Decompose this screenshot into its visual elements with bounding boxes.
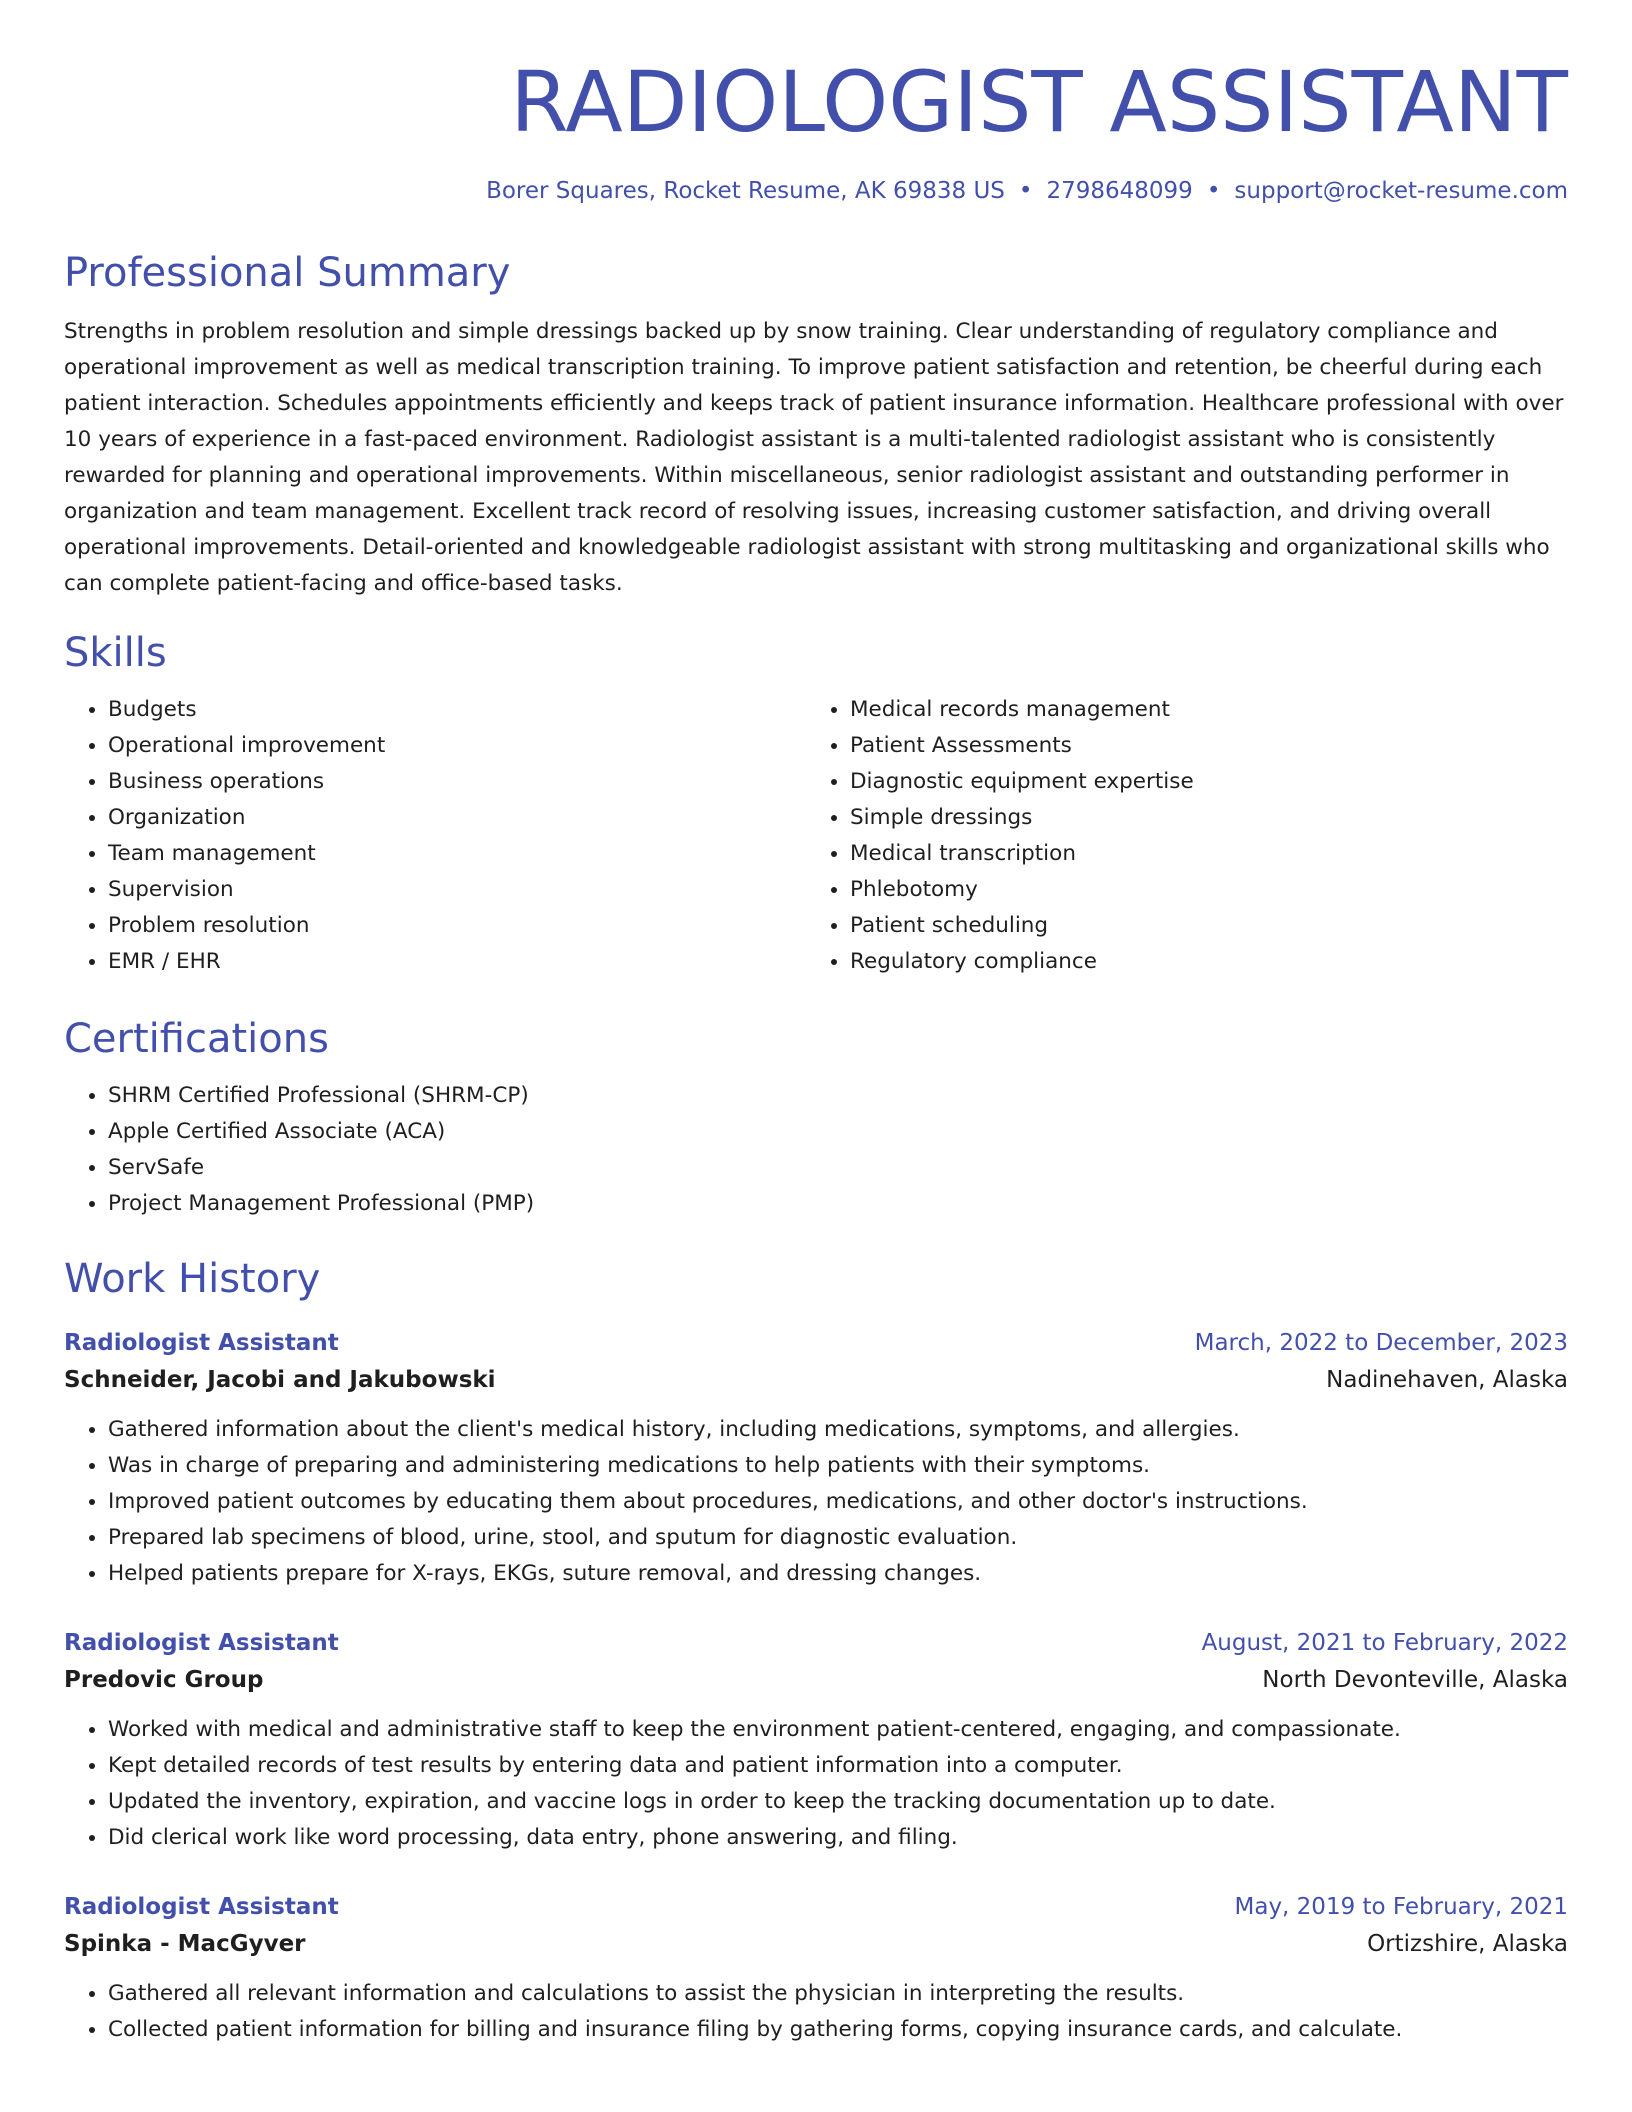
skills-heading: Skills — [64, 630, 167, 676]
skill-item: • Regulatory compliance — [850, 944, 1548, 980]
job-company-row — [64, 1360, 1568, 1400]
job-title: Radiologist Assistant — [64, 1330, 339, 1356]
job-header-row — [64, 1890, 1568, 1924]
skills-list-right — [806, 692, 1548, 980]
contact-address: Borer Squares, Rocket Resume, AK 69838 US — [486, 178, 1005, 204]
skill-item: • Simple dressings — [850, 800, 1548, 836]
job-dates: May, 2019 to February, 2021 — [1234, 1894, 1568, 1920]
skill-item: • Supervision — [108, 872, 806, 908]
job-bullet: • Kept detailed records of test results by entering data and patient information into a computer. — [108, 1748, 1568, 1784]
skill-item: • Problem resolution — [108, 908, 806, 944]
contact-phone: 2798648099 — [1046, 178, 1193, 204]
job-dates: August, 2021 to February, 2022 — [1201, 1630, 1568, 1656]
certification-item: • Apple Certified Associate (ACA) — [108, 1114, 1568, 1150]
job-location: Nadinehaven, Alaska — [1326, 1367, 1568, 1393]
job-header-row — [64, 1326, 1568, 1360]
skill-item: • Patient scheduling — [850, 908, 1548, 944]
resume-name: RADIOLOGIST ASSISTANT — [510, 53, 1568, 151]
job-title: Radiologist Assistant — [64, 1894, 339, 1920]
job-bullet: • Worked with medical and administrative staff to keep the environment patient-centered, engaging, and compassionate. — [108, 1712, 1568, 1748]
skill-item: • Team management — [108, 836, 806, 872]
skill-item: • Operational improvement — [108, 728, 806, 764]
job-bullet: • Updated the inventory, expiration, and vaccine logs in order to keep the tracking documentation up to date. — [108, 1784, 1568, 1820]
skill-item: • Diagnostic equipment expertise — [850, 764, 1548, 800]
certification-item: • Project Management Professional (PMP) — [108, 1186, 1568, 1222]
skill-item: • Medical records management — [850, 692, 1548, 728]
contact-email[interactable]: support@rocket-resume.com — [1234, 178, 1568, 204]
job-bullet: • Did clerical work like word processing, data entry, phone answering, and filing. — [108, 1820, 1568, 1856]
job-company: Spinka - MacGyver — [64, 1931, 306, 1957]
certification-item: • SHRM Certified Professional (SHRM-CP) — [108, 1078, 1568, 1114]
certifications-block — [64, 1078, 1568, 1222]
contact-separator: • — [1206, 178, 1221, 204]
job-company-row — [64, 1660, 1568, 1700]
job-bullet: • Gathered information about the client's medical history, including medications, symptoms, and allergies. — [108, 1412, 1568, 1448]
skill-item: • EMR / EHR — [108, 944, 806, 980]
skills-columns — [64, 692, 1568, 980]
job-company: Predovic Group — [64, 1667, 264, 1693]
job-bullet: • Prepared lab specimens of blood, urine, stool, and sputum for diagnostic evaluation. — [108, 1520, 1568, 1556]
certifications-heading: Certifications — [64, 1016, 329, 1062]
skill-item: • Medical transcription — [850, 836, 1548, 872]
job-bullet: • Was in charge of preparing and administering medications to help patients with their symptoms. — [108, 1448, 1568, 1484]
job-bullet: • Collected patient information for billing and insurance filing by gathering forms, copying insurance cards, and calculate. — [108, 2012, 1568, 2048]
job-header-row — [64, 1626, 1568, 1660]
job-entry — [64, 1326, 1568, 1592]
skills-list-left — [64, 692, 806, 980]
job-bullet: • Improved patient outcomes by educating them about procedures, medications, and other doctor's instructions. — [108, 1484, 1568, 1520]
skill-item: • Patient Assessments — [850, 728, 1548, 764]
summary-heading: Professional Summary — [64, 250, 511, 296]
job-bullets — [64, 1412, 1568, 1592]
work-history-heading: Work History — [64, 1256, 321, 1302]
skill-item: • Budgets — [108, 692, 806, 728]
resume-page — [64, 0, 1568, 2048]
job-bullets — [64, 1712, 1568, 1856]
job-entry — [64, 1626, 1568, 1856]
skill-item: • Phlebotomy — [850, 872, 1548, 908]
contact-line — [64, 176, 1568, 206]
skill-item: • Business operations — [108, 764, 806, 800]
job-bullet: • Gathered all relevant information and calculations to assist the physician in interpreting the results. — [108, 1976, 1568, 2012]
skill-item: • Organization — [108, 800, 806, 836]
job-bullet: • Helped patients prepare for X-rays, EKGs, suture removal, and dressing changes. — [108, 1556, 1568, 1592]
job-dates: March, 2022 to December, 2023 — [1194, 1330, 1568, 1356]
job-company-row — [64, 1924, 1568, 1964]
job-company: Schneider, Jacobi and Jakubowski — [64, 1367, 496, 1393]
contact-separator: • — [1018, 178, 1033, 204]
job-location: North Devonteville, Alaska — [1262, 1667, 1568, 1693]
job-bullets — [64, 1976, 1568, 2048]
certifications-list — [64, 1078, 1568, 1222]
job-entry — [64, 1890, 1568, 2048]
summary-text: Strengths in problem resolution and simple dressings backed up by snow training. Clear understanding of regulatory compliance and operational improvement as well as medical transcription training. To improve patient satisfaction and retention, be cheerful during each patient interaction. Schedules appointments efficiently and keeps track of patient insurance information. Healthcare professional with over 10 years of experience in a fast-paced environment. Radiologist assistant is a multi-talented radiologist assistant who is consistently rewarded for planning and operational improvements. Within miscellaneous, senior radiologist assistant and outstanding performer in organization and team management. Excellent track record of resolving issues, increasing customer satisfaction, and driving overall operational improvements. Detail-oriented and knowledgeable radiologist assistant with strong multitasking and organizational skills who can complete patient-facing and office-based tasks. — [64, 319, 1564, 596]
job-location: Ortizshire, Alaska — [1367, 1931, 1568, 1957]
job-title: Radiologist Assistant — [64, 1630, 339, 1656]
certification-item: • ServSafe — [108, 1150, 1568, 1186]
